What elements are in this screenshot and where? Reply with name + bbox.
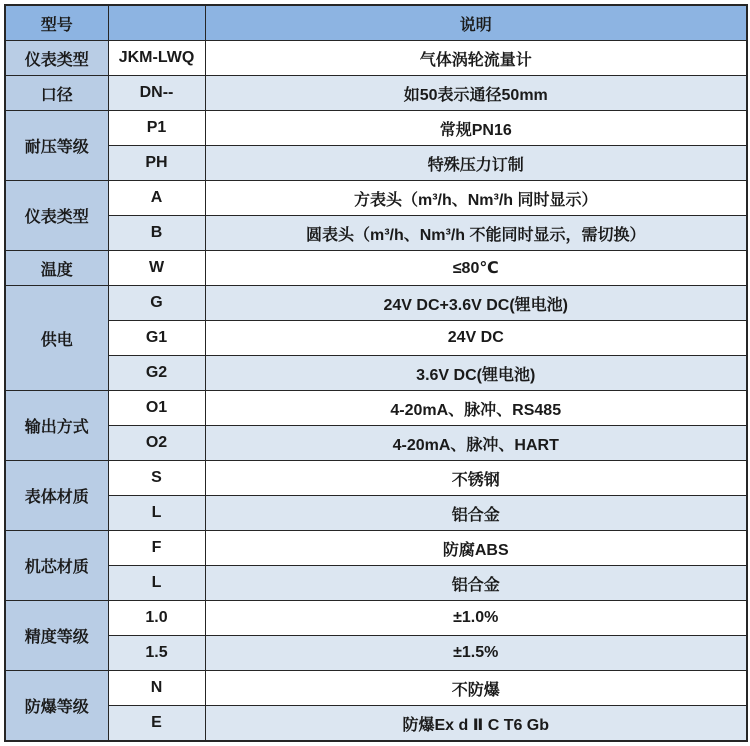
table-row <box>5 601 747 636</box>
row-code: W <box>108 251 205 286</box>
row-code: G1 <box>108 321 205 356</box>
header-model: 型号 <box>5 5 108 41</box>
row-code: G2 <box>108 356 205 391</box>
row-desc: 方表头（m³/h、Nm³/h 同时显示） <box>205 181 747 216</box>
model-spec-table <box>4 4 748 742</box>
row-code: F <box>108 531 205 566</box>
table-row <box>5 426 747 461</box>
row-label: 精度等级 <box>5 601 108 671</box>
row-desc: 气体涡轮流量计 <box>205 41 747 76</box>
row-code: O1 <box>108 391 205 426</box>
row-code: S <box>108 461 205 496</box>
table-row <box>5 216 747 251</box>
row-desc: 24V DC <box>205 321 747 356</box>
row-code: P1 <box>108 111 205 146</box>
row-desc: 防腐ABS <box>205 531 747 566</box>
row-label: 表体材质 <box>5 461 108 531</box>
header-code-blank <box>108 5 205 41</box>
row-label: 供电 <box>5 286 108 391</box>
row-code: 1.0 <box>108 601 205 636</box>
table-row <box>5 76 747 111</box>
table-row <box>5 461 747 496</box>
table-row <box>5 391 747 426</box>
row-desc: 4-20mA、脉冲、RS485 <box>205 391 747 426</box>
table-row <box>5 706 747 742</box>
row-code: 1.5 <box>108 636 205 671</box>
row-desc: 铝合金 <box>205 496 747 531</box>
table-row <box>5 531 747 566</box>
row-code: L <box>108 496 205 531</box>
row-desc: 3.6V DC(锂电池) <box>205 356 747 391</box>
row-label: 机芯材质 <box>5 531 108 601</box>
row-code: DN-- <box>108 76 205 111</box>
row-label: 耐压等级 <box>5 111 108 181</box>
row-desc: 常规PN16 <box>205 111 747 146</box>
table-row <box>5 636 747 671</box>
table-row <box>5 146 747 181</box>
row-label: 仪表类型 <box>5 181 108 251</box>
row-code: E <box>108 706 205 742</box>
row-code: L <box>108 566 205 601</box>
table-row <box>5 181 747 216</box>
table-row <box>5 111 747 146</box>
row-desc: 24V DC+3.6V DC(锂电池) <box>205 286 747 321</box>
row-desc: 防爆Ex d Ⅱ C T6 Gb <box>205 706 747 742</box>
table-row <box>5 566 747 601</box>
row-desc: 如50表示通径50mm <box>205 76 747 111</box>
row-label: 仪表类型 <box>5 41 108 76</box>
table-row <box>5 356 747 391</box>
row-desc: ±1.5% <box>205 636 747 671</box>
row-desc: 圆表头（m³/h、Nm³/h 不能同时显示，需切换） <box>205 216 747 251</box>
table-row <box>5 321 747 356</box>
table-row <box>5 671 747 706</box>
row-code: O2 <box>108 426 205 461</box>
row-desc: 特殊压力订制 <box>205 146 747 181</box>
table-row <box>5 251 747 286</box>
row-code: A <box>108 181 205 216</box>
row-label: 口径 <box>5 76 108 111</box>
row-desc: 4-20mA、脉冲、HART <box>205 426 747 461</box>
row-label: 防爆等级 <box>5 671 108 742</box>
row-code: B <box>108 216 205 251</box>
table-row <box>5 496 747 531</box>
table-row <box>5 41 747 76</box>
row-code: JKM-LWQ <box>108 41 205 76</box>
row-code: N <box>108 671 205 706</box>
header-desc: 说明 <box>205 5 747 41</box>
row-desc: 不防爆 <box>205 671 747 706</box>
row-label: 输出方式 <box>5 391 108 461</box>
header-row <box>5 5 747 41</box>
row-code: G <box>108 286 205 321</box>
row-desc: 铝合金 <box>205 566 747 601</box>
row-code: PH <box>108 146 205 181</box>
row-label: 温度 <box>5 251 108 286</box>
row-desc: ±1.0% <box>205 601 747 636</box>
table-row <box>5 286 747 321</box>
row-desc: 不锈钢 <box>205 461 747 496</box>
row-desc: ≤80℃ <box>205 251 747 286</box>
